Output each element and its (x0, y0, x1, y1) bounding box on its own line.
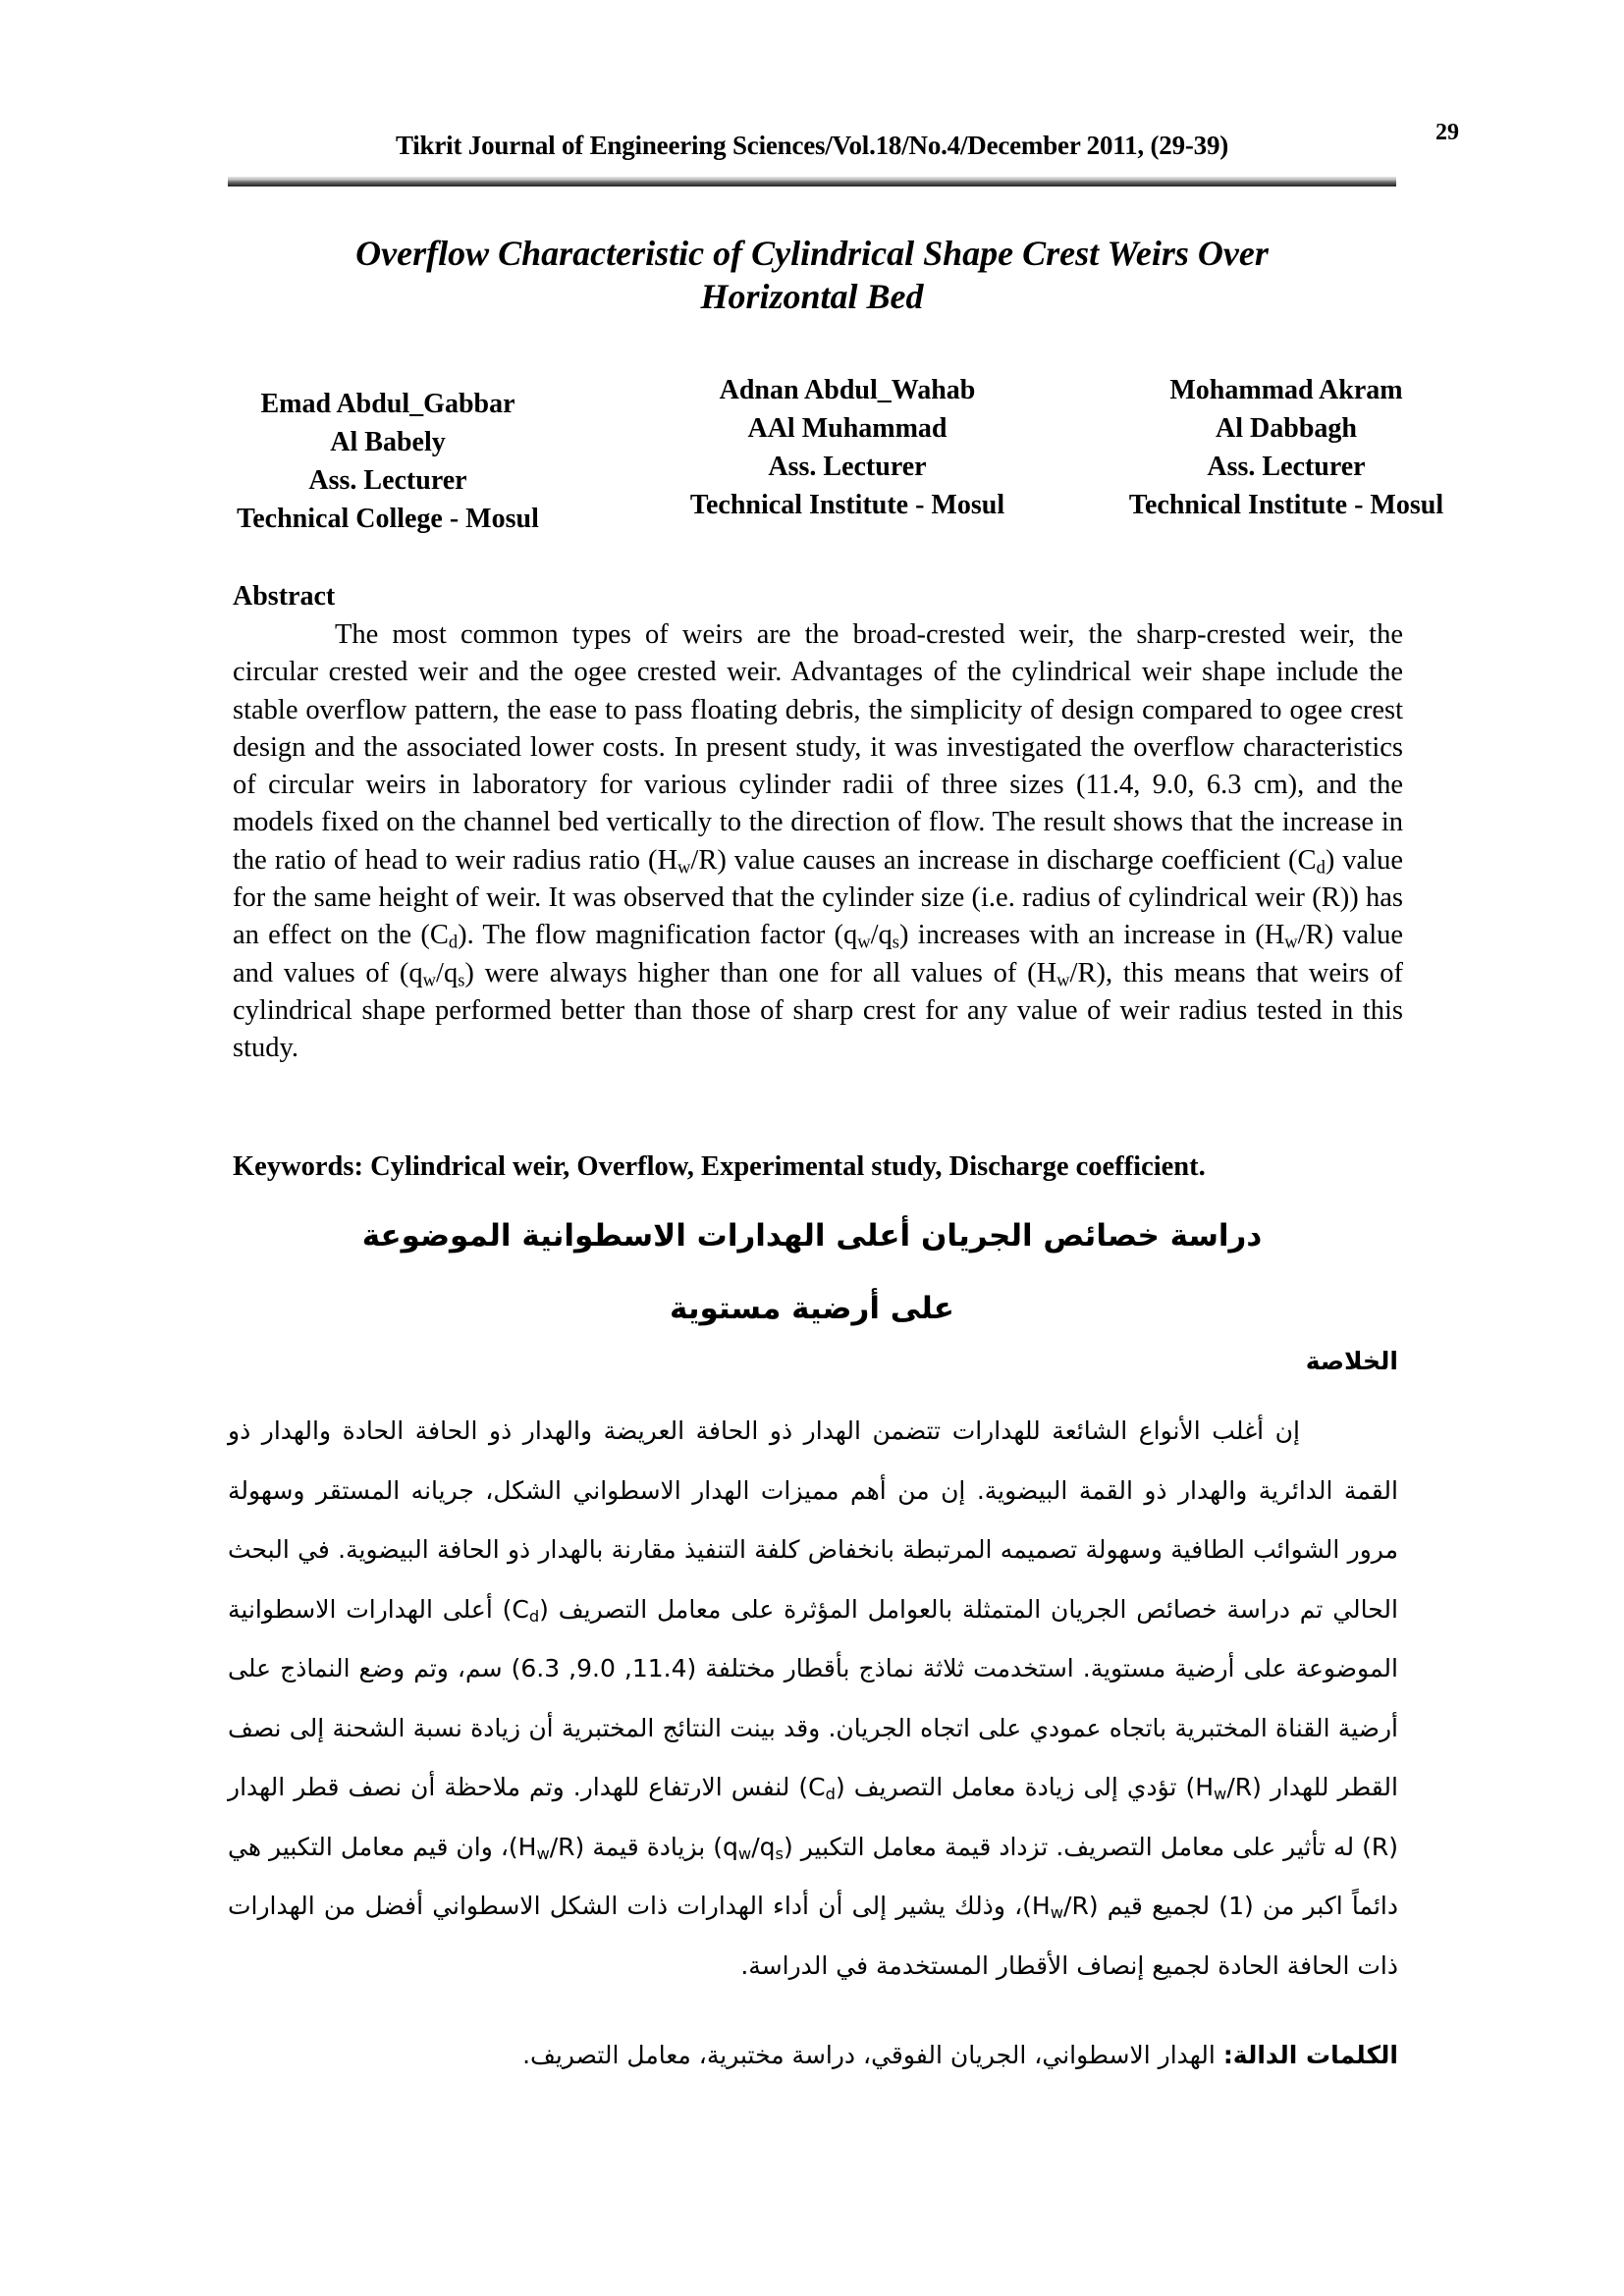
arabic-abstract-text: /q (751, 1832, 776, 1861)
arabic-keywords (228, 2036, 1398, 2075)
author-name-cont: Al Babely (330, 427, 446, 457)
abstract-text: /q (870, 920, 893, 951)
paper-title-line-2: Horizontal Bed (700, 277, 924, 316)
author-affiliation: Technical Institute - Mosul (689, 490, 1005, 520)
paper-title-line-1: Overflow Characteristic of Cylindrical Shape Crest Weirs Over (355, 234, 1269, 273)
arabic-title (228, 1200, 1396, 1345)
arabic-abstract-text: ) أعلى الهدارات الاسطوانية الموضوعة على أرضية مستوية. استخدمت ثلاثة نماذج بأقطار مختلفة (11.4, 9.0, 6.3) سم، وتم وضع النماذج على أرضية القناة المختبرية باتجاه عمودي على اتجاه الجريان. وقد بينت النتائج المختبرية أن زيادة نسبة الشحنة إلى نصف القطر للهدار (H (228, 1594, 1398, 1801)
abstract-text: The most common types of weirs are the broad-crested weir, the sharp-crested weir, the circular crested weir and the ogee crested weir. Advantages of the cylindrical weir shape include the stable overflow pattern, the ease to pass floating debris, the simplicity of design compared to ogee crest design and the associated lower costs. In present study, it was investigated the overflow characteristics of circular weirs in laboratory for various cylinder radii of three sizes (11.4, 9.0, 6.3 cm), and the models fixed on the channel bed vertically to the direction of flow. The result shows that the increase in the ratio of head to weir radius ratio (H (233, 619, 1403, 876)
subscript: s (892, 933, 900, 953)
abstract-text: /q (436, 957, 459, 988)
abstract-text: /R), this means that weirs of cylindrical shape performed better than those of sharp crest for any value of weir radius tested in this study. (233, 957, 1403, 1064)
subscript: w (422, 970, 437, 991)
arabic-abstract-text: /R) تؤدي إلى زيادة معامل التصريف (C (808, 1773, 1253, 1801)
arabic-abstract-body (228, 1402, 1398, 1996)
header-rule (228, 177, 1396, 187)
subscript: s (458, 970, 465, 991)
abstract-body (233, 616, 1403, 1068)
author-2 (648, 371, 1047, 524)
author-3 (1080, 371, 1492, 524)
subscript: w (1050, 1903, 1064, 1923)
arabic-abstract-text: ) لنفس الارتفاع للهدار. وتم ملاحظة أن نصف قطر الهدار (R) له تأثير على معامل التصريف. تزداد قيمة معامل التكبير (q (228, 1773, 1398, 1861)
arabic-title-line-1: دراسة خصائص الجريان أعلى الهدارات الاسطوانية الموضوعة (361, 1218, 1263, 1254)
paper-title (228, 232, 1396, 318)
arabic-abstract-heading: الخلاصة (1305, 1347, 1398, 1375)
subscript: w (737, 1843, 752, 1863)
abstract-text: /R) value and values of (q (233, 920, 1404, 988)
author-name: Mohammad Akram (1169, 375, 1403, 405)
author-name: Adnan Abdul_Wahab (719, 375, 976, 405)
subscript: d (1316, 857, 1326, 879)
author-name-cont: Al Dabbagh (1216, 413, 1357, 444)
author-1 (196, 385, 579, 538)
author-position: Ass. Lecturer (1207, 452, 1366, 482)
subscript: d (825, 1785, 836, 1804)
abstract-text: /R) value causes an increase in discharge coefficient (C (690, 844, 1317, 876)
abstract-text: ) value for the same height of weir. It was observed that the cylinder size (i.e. radius of cylindrical weir (R)) has an effect on the (C (233, 844, 1403, 951)
subscript: w (1214, 1785, 1227, 1804)
author-affiliation: Technical College - Mosul (237, 504, 539, 534)
author-position: Ass. Lecturer (768, 452, 927, 482)
author-affiliation: Technical Institute - Mosul (1128, 490, 1444, 520)
arabic-keywords-label: الكلمات الدالة: (1222, 2041, 1398, 2069)
running-header: Tikrit Journal of Engineering Sciences/Vol.18/No.4/December 2011, (29-39) (395, 131, 1229, 160)
subscript: w (857, 933, 871, 953)
subscript: d (448, 933, 459, 953)
arabic-abstract-text: إن أغلب الأنواع الشائعة للهدارات تتضمن الهدار ذو الحافة العريضة والهدار ذو الحافة الحادة والهدار ذو القمة الدائرية والهدار ذو القمة البيضوية. إن من أهم مميزات الهدار الاسطواني الشكل، جريانه المستقر وسهولة مرور الشوائب الطافية وسهولة تصميمه المرتبطة بانخفاض كلفة التنفيذ مقارنة بالهدار ذو الحافة البيضوية. في البحث الحالي تم دراسة خصائص الجريان المتمثلة بالعوامل المؤثرة على معامل التصريف (C (228, 1416, 1398, 1624)
subscript: w (677, 857, 691, 879)
author-name: Emad Abdul_Gabbar (260, 389, 515, 419)
arabic-abstract-text: /R)، وذلك يشير إلى أن أداء الهدارات ذات الشكل الاسطواني أفضل من الهدارات ذات الحافة الحادة لجميع إنصاف الأقطار المستخدمة في الدراسة. (228, 1892, 1398, 1980)
subscript: w (1056, 970, 1070, 991)
arabic-abstract-text: ) بزيادة قيمة (H (517, 1832, 724, 1861)
author-name-cont: AAl Muhammad (747, 413, 947, 444)
page-number: 29 (1435, 120, 1459, 145)
abstract-text: ) increases with an increase in (H (899, 920, 1285, 951)
subscript: w (1284, 933, 1298, 953)
keywords-label: Keywords: (233, 1151, 363, 1182)
subscript: d (528, 1606, 540, 1626)
arabic-title-line-2: على أرضية مستوية (670, 1291, 954, 1326)
author-position: Ass. Lecturer (308, 465, 467, 496)
abstract-text: ) were always higher than one for all values of (H (464, 957, 1057, 988)
keywords-text: Cylindrical weir, Overflow, Experimental study, Discharge coefficient. (362, 1151, 1206, 1182)
subscript: s (775, 1843, 784, 1863)
keywords (233, 1148, 1450, 1186)
arabic-keywords-text: الهدار الاسطواني، الجريان الفوقي، دراسة مختبرية، معامل التصريف. (522, 2041, 1223, 2069)
arabic-abstract-text: /R)، وان قيم معامل التكبير هي دائماً اكبر من (1) لجميع قيم (H (228, 1832, 1399, 1920)
abstract-text: ). The flow magnification factor (q (458, 920, 858, 951)
subscript: w (536, 1843, 550, 1863)
abstract-heading: Abstract (233, 581, 336, 612)
